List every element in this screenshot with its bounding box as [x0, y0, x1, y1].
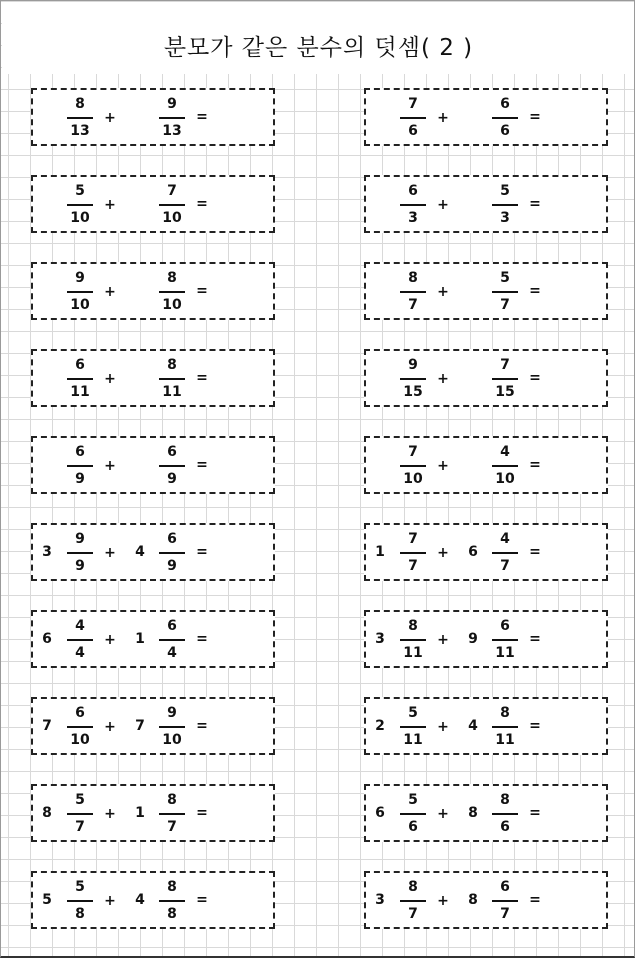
denominator: 4 — [167, 645, 177, 661]
numerator: 9 — [75, 270, 85, 286]
denominator: 7 — [408, 297, 418, 313]
numerator: 5 — [75, 792, 85, 808]
fraction-bar — [492, 900, 518, 902]
fraction-bar — [492, 378, 518, 380]
whole-number: 2 — [375, 718, 385, 734]
fraction-bar — [159, 639, 185, 641]
equals-sign: = — [196, 805, 208, 821]
fraction-bar — [67, 465, 93, 467]
numerator: 6 — [167, 531, 177, 547]
problem-box — [364, 88, 608, 146]
denominator: 10 — [162, 732, 182, 748]
problem-box — [31, 871, 275, 929]
whole-number: 3 — [375, 892, 385, 908]
numerator: 5 — [75, 879, 85, 895]
problem-box — [31, 523, 275, 581]
equals-sign: = — [529, 544, 541, 560]
numerator: 4 — [75, 618, 85, 634]
whole-number: 5 — [42, 892, 52, 908]
equals-sign: = — [529, 457, 541, 473]
denominator: 10 — [70, 732, 90, 748]
numerator: 7 — [408, 531, 418, 547]
equals-sign: = — [196, 196, 208, 212]
numerator: 9 — [408, 357, 418, 373]
plus-sign: + — [104, 197, 116, 213]
equals-sign: = — [529, 283, 541, 299]
numerator: 8 — [167, 792, 177, 808]
equals-sign: = — [196, 718, 208, 734]
equals-sign: = — [529, 370, 541, 386]
numerator: 4 — [500, 531, 510, 547]
denominator: 15 — [403, 384, 423, 400]
fraction-bar — [67, 900, 93, 902]
denominator: 6 — [500, 819, 510, 835]
fraction-bar — [67, 813, 93, 815]
denominator: 6 — [408, 123, 418, 139]
denominator: 10 — [70, 297, 90, 313]
fraction-bar — [67, 378, 93, 380]
fraction-bar — [400, 291, 426, 293]
equals-sign: = — [529, 196, 541, 212]
plus-sign: + — [104, 893, 116, 909]
fraction-bar — [159, 726, 185, 728]
numerator: 7 — [408, 444, 418, 460]
whole-number: 6 — [42, 631, 52, 647]
problem-box — [364, 436, 608, 494]
plus-sign: + — [437, 110, 449, 126]
problem-box — [364, 610, 608, 668]
numerator: 6 — [500, 879, 510, 895]
fraction-bar — [492, 465, 518, 467]
whole-number: 4 — [135, 544, 145, 560]
problem-box — [31, 436, 275, 494]
problem-box — [31, 610, 275, 668]
fraction-bar — [400, 813, 426, 815]
numerator: 6 — [500, 618, 510, 634]
denominator: 9 — [167, 558, 177, 574]
plus-sign: + — [437, 371, 449, 387]
fraction-bar — [159, 117, 185, 119]
problem-box — [31, 262, 275, 320]
fraction-bar — [159, 378, 185, 380]
problem-box — [364, 697, 608, 755]
fraction-bar — [400, 639, 426, 641]
page-title: 분모가 같은 분수의 덧셈( 2 ) — [163, 35, 474, 61]
denominator: 10 — [403, 471, 423, 487]
fraction-bar — [159, 465, 185, 467]
fraction-bar — [400, 378, 426, 380]
plus-sign: + — [104, 719, 116, 735]
plus-sign: + — [437, 632, 449, 648]
whole-number: 3 — [42, 544, 52, 560]
plus-sign: + — [104, 110, 116, 126]
fraction-bar — [67, 552, 93, 554]
denominator: 10 — [162, 210, 182, 226]
fraction-bar — [67, 117, 93, 119]
fraction-bar — [492, 291, 518, 293]
numerator: 8 — [500, 705, 510, 721]
denominator: 8 — [75, 906, 85, 922]
numerator: 6 — [75, 444, 85, 460]
equals-sign: = — [196, 109, 208, 125]
denominator: 6 — [500, 123, 510, 139]
problem-box — [364, 175, 608, 233]
fraction-bar — [67, 204, 93, 206]
equals-sign: = — [529, 631, 541, 647]
numerator: 8 — [408, 618, 418, 634]
fraction-bar — [492, 117, 518, 119]
denominator: 9 — [75, 558, 85, 574]
fraction-bar — [492, 813, 518, 815]
denominator: 9 — [167, 471, 177, 487]
equals-sign: = — [196, 457, 208, 473]
numerator: 6 — [75, 357, 85, 373]
fraction-bar — [400, 552, 426, 554]
numerator: 8 — [167, 270, 177, 286]
fraction-bar — [492, 726, 518, 728]
denominator: 11 — [403, 732, 423, 748]
equals-sign: = — [529, 109, 541, 125]
problem-box — [31, 697, 275, 755]
numerator: 6 — [167, 618, 177, 634]
fraction-bar — [492, 552, 518, 554]
whole-number: 8 — [468, 892, 478, 908]
numerator: 6 — [408, 183, 418, 199]
numerator: 6 — [75, 705, 85, 721]
equals-sign: = — [529, 805, 541, 821]
denominator: 11 — [495, 645, 515, 661]
numerator: 8 — [408, 879, 418, 895]
denominator: 3 — [408, 210, 418, 226]
fraction-bar — [400, 204, 426, 206]
plus-sign: + — [437, 719, 449, 735]
denominator: 11 — [403, 645, 423, 661]
denominator: 9 — [75, 471, 85, 487]
plus-sign: + — [104, 545, 116, 561]
whole-number: 4 — [468, 718, 478, 734]
denominator: 6 — [408, 819, 418, 835]
plus-sign: + — [104, 284, 116, 300]
denominator: 15 — [495, 384, 515, 400]
plus-sign: + — [104, 632, 116, 648]
fraction-bar — [159, 204, 185, 206]
fraction-bar — [159, 900, 185, 902]
plus-sign: + — [437, 458, 449, 474]
denominator: 7 — [167, 819, 177, 835]
fraction-bar — [67, 291, 93, 293]
equals-sign: = — [529, 718, 541, 734]
numerator: 5 — [75, 183, 85, 199]
denominator: 7 — [500, 906, 510, 922]
numerator: 7 — [408, 96, 418, 112]
problem-box — [31, 784, 275, 842]
denominator: 11 — [162, 384, 182, 400]
plus-sign: + — [437, 806, 449, 822]
denominator: 11 — [70, 384, 90, 400]
equals-sign: = — [196, 631, 208, 647]
numerator: 8 — [500, 792, 510, 808]
problem-box — [31, 88, 275, 146]
plus-sign: + — [104, 458, 116, 474]
denominator: 7 — [75, 819, 85, 835]
fraction-bar — [67, 639, 93, 641]
fraction-bar — [400, 726, 426, 728]
numerator: 9 — [75, 531, 85, 547]
numerator: 9 — [167, 705, 177, 721]
fraction-bar — [159, 291, 185, 293]
numerator: 5 — [500, 183, 510, 199]
problem-box — [364, 871, 608, 929]
problem-box — [31, 349, 275, 407]
plus-sign: + — [437, 893, 449, 909]
plus-sign: + — [437, 545, 449, 561]
numerator: 6 — [167, 444, 177, 460]
denominator: 11 — [495, 732, 515, 748]
fraction-bar — [492, 639, 518, 641]
equals-sign: = — [529, 892, 541, 908]
problem-box — [364, 784, 608, 842]
denominator: 8 — [167, 906, 177, 922]
numerator: 8 — [167, 879, 177, 895]
denominator: 13 — [162, 123, 182, 139]
denominator: 7 — [408, 558, 418, 574]
denominator: 13 — [70, 123, 90, 139]
numerator: 6 — [500, 96, 510, 112]
denominator: 10 — [495, 471, 515, 487]
numerator: 5 — [500, 270, 510, 286]
whole-number: 7 — [135, 718, 145, 734]
whole-number: 9 — [468, 631, 478, 647]
numerator: 7 — [167, 183, 177, 199]
numerator: 4 — [500, 444, 510, 460]
equals-sign: = — [196, 283, 208, 299]
fraction-bar — [400, 117, 426, 119]
numerator: 9 — [167, 96, 177, 112]
problem-box — [31, 175, 275, 233]
denominator: 7 — [500, 297, 510, 313]
denominator: 4 — [75, 645, 85, 661]
whole-number: 8 — [42, 805, 52, 821]
problem-box — [364, 523, 608, 581]
problem-box — [364, 349, 608, 407]
whole-number: 1 — [135, 631, 145, 647]
denominator: 7 — [500, 558, 510, 574]
whole-number: 4 — [135, 892, 145, 908]
numerator: 5 — [408, 792, 418, 808]
fraction-bar — [159, 552, 185, 554]
whole-number: 1 — [375, 544, 385, 560]
fraction-bar — [492, 204, 518, 206]
plus-sign: + — [104, 371, 116, 387]
equals-sign: = — [196, 544, 208, 560]
numerator: 8 — [408, 270, 418, 286]
numerator: 7 — [500, 357, 510, 373]
problem-box — [364, 262, 608, 320]
denominator: 3 — [500, 210, 510, 226]
numerator: 5 — [408, 705, 418, 721]
whole-number: 6 — [468, 544, 478, 560]
fraction-bar — [400, 900, 426, 902]
denominator: 10 — [162, 297, 182, 313]
numerator: 8 — [167, 357, 177, 373]
whole-number: 3 — [375, 631, 385, 647]
plus-sign: + — [104, 806, 116, 822]
fraction-bar — [159, 813, 185, 815]
denominator: 7 — [408, 906, 418, 922]
plus-sign: + — [437, 284, 449, 300]
numerator: 8 — [75, 96, 85, 112]
fraction-bar — [400, 465, 426, 467]
whole-number: 1 — [135, 805, 145, 821]
whole-number: 8 — [468, 805, 478, 821]
denominator: 10 — [70, 210, 90, 226]
plus-sign: + — [437, 197, 449, 213]
fraction-bar — [67, 726, 93, 728]
whole-number: 6 — [375, 805, 385, 821]
equals-sign: = — [196, 370, 208, 386]
whole-number: 7 — [42, 718, 52, 734]
equals-sign: = — [196, 892, 208, 908]
